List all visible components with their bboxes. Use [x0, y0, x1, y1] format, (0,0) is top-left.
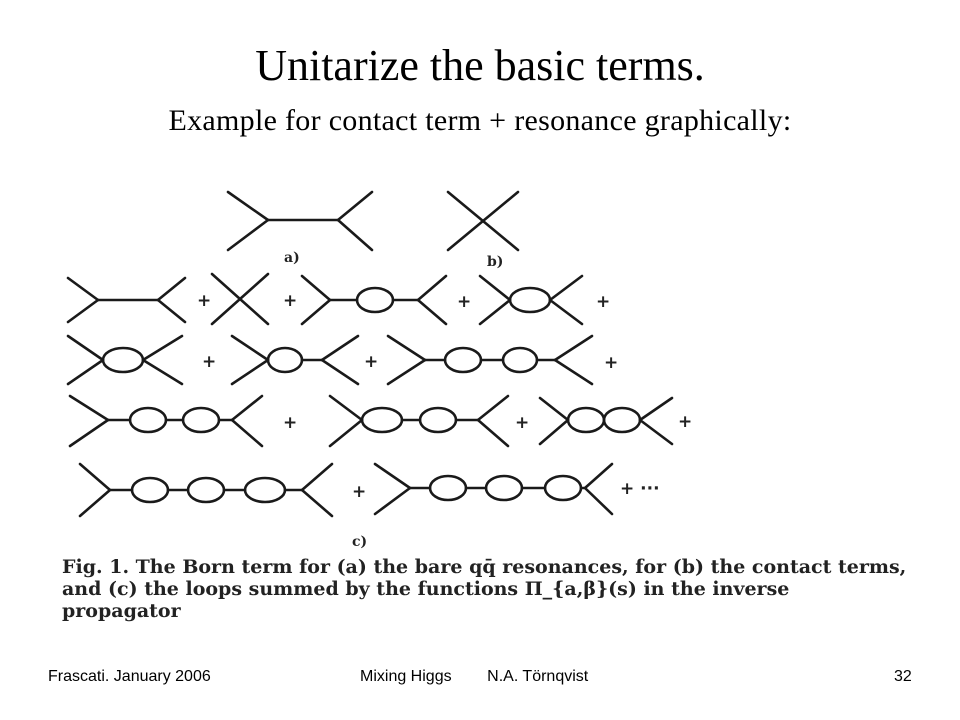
diagram-b-contact: [448, 192, 518, 250]
slide-title: Unitarize the basic terms.: [255, 41, 705, 90]
plus-sign: +: [283, 413, 298, 433]
page-number: 32: [894, 668, 912, 685]
row-2: [68, 336, 592, 384]
plus-sign: +: [678, 412, 693, 432]
plus-sign: +: [364, 352, 379, 372]
figure-caption: Fig. 1. The Born term for (a) the bare qq̄ resonances, for (b) the contact terms, and (c) the loops summed by the functions Π_{a,β}(s) in the inverse propagator: [62, 556, 907, 622]
row-1: [68, 274, 582, 324]
plus-sign: +: [604, 353, 619, 373]
plus-sign: +: [352, 482, 367, 502]
plus-sign: +: [283, 291, 298, 311]
footer-center: Mixing Higgs N.A. Törnqvist: [360, 668, 589, 685]
slide-subtitle: Example for contact term + resonance graphically:: [168, 104, 792, 137]
plus-ellipsis: + ···: [620, 479, 660, 499]
row-4: [80, 464, 612, 516]
diagram-a-resonance: [228, 192, 372, 250]
plus-sign: +: [197, 291, 212, 311]
footer-left: Frascati. January 2006: [48, 668, 211, 685]
plus-sign: +: [457, 292, 472, 312]
plus-sign: +: [202, 352, 217, 372]
plus-sign: +: [515, 413, 530, 433]
label-b: b): [487, 254, 504, 270]
label-c: c): [352, 534, 368, 550]
plus-sign: +: [596, 292, 611, 312]
label-a: a): [284, 250, 300, 266]
row-3: [70, 396, 672, 446]
